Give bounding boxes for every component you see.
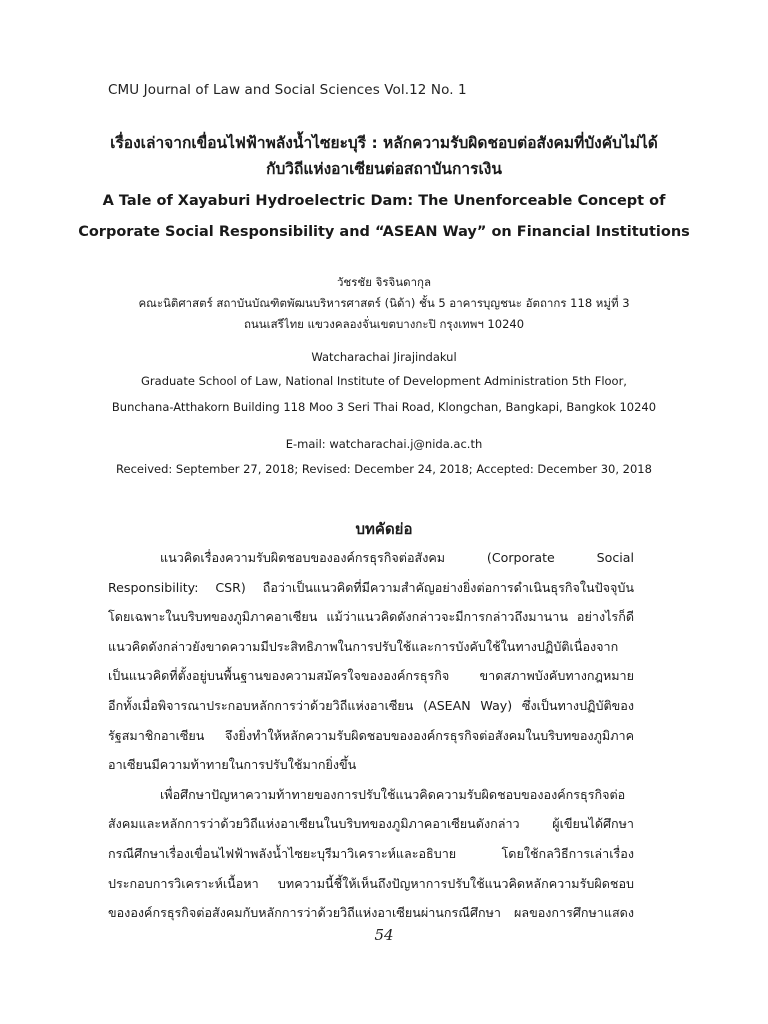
- journal-header: CMU Journal of Law and Social Sciences Vol.12 No. 1: [108, 82, 467, 98]
- thai-title-line-1: เรื่องเล่าจากเขื่อนไฟฟ้าพลังน้ำไซยะบุรี : หลักความรับผิดชอบต่อสังคมที่บังคับไม่ได้: [110, 134, 658, 152]
- abstract-line: กรณีศึกษาเรื่องเขื่อนไฟฟ้าพลังน้ำไซยะบุรีมาวิเคราะห์และอธิบาย โดยใช้กลวิธีการเล่าเรื่อง: [108, 845, 634, 861]
- abstract-line: เป็นแนวคิดที่ตั้งอยู่บนพื้นฐานของความสมัครใจขององค์กรธุรกิจ ขาดสภาพบังคับทางกฎหมาย: [108, 668, 634, 684]
- submission-dates: Received: September 27, 2018; Revised: December 24, 2018; Accepted: December 30, 2018: [116, 462, 652, 476]
- abstract-line: Responsibility: CSR) ถือว่าเป็นแนวคิดที่มีความสำคัญอย่างยิ่งต่อการดำเนินธุรกิจในปัจจุบัน: [108, 579, 634, 595]
- abstract-line: แนวคิดดังกล่าวยังขาดความมีประสิทธิภาพในการปรับใช้และการบังคับใช้ในทางปฏิบัติเนื่องจาก: [108, 638, 619, 654]
- abstract-line: แนวคิดเรื่องความรับผิดชอบขององค์กรธุรกิจต่อสังคม (Corporate Social: [160, 550, 634, 565]
- affiliation-thai-line-2: ถนนเสรีไทย แขวงคลองจั่นเขตบางกะปิ กรุงเทพฯ 10240: [243, 317, 525, 331]
- title-block: [60, 130, 708, 248]
- affiliation-english-line-1: Graduate School of Law, National Institute of Development Administration 5th Floor,: [141, 374, 627, 388]
- english-title-line-2: Corporate Social Responsibility and “ASEAN Way” on Financial Institutions: [78, 224, 690, 240]
- abstract-line: ขององค์กรธุรกิจต่อสังคมกับหลักการว่าด้วยวิถีแห่งอาเซียนผ่านกรณีศึกษา ผลของการศึกษาแสดง: [108, 905, 634, 921]
- abstract-line: เพื่อศึกษาปัญหาความท้าทายของการปรับใช้แนวคิดความรับผิดชอบขององค์กรธุรกิจต่อ: [160, 786, 626, 802]
- thai-title-line-2: กับวิถีแห่งอาเซียนต่อสถาบันการเงิน: [266, 160, 502, 178]
- abstract-line: อีกทั้งเมื่อพิจารณาประกอบหลักการว่าด้วยวิถีแห่งอาเซียน (ASEAN Way) ซึ่งเป็นทางปฏิบัติของ: [108, 697, 634, 713]
- affiliation-thai-line-1: คณะนิติศาสตร์ สถาบันบัณฑิตพัฒนบริหารศาสตร์ (นิด้า) ชั้น 5 อาคารบุญชนะ อัตถากร 118 หมู่ที่ 3: [138, 296, 630, 310]
- abstract-line: อาเซียนมีความท้าทายในการปรับใช้มากยิ่งขึ้น: [108, 757, 357, 773]
- abstract-line: ประกอบการวิเคราะห์เนื้อหา บทความนี้ชี้ให้เห็นถึงปัญหาการปรับใช้แนวคิดหลักความรับผิดชอบ: [108, 875, 634, 891]
- english-title-line-1: A Tale of Xayaburi Hydroelectric Dam: The Unenforceable Concept of: [102, 193, 666, 209]
- author-name-english: Watcharachai Jirajindakul: [311, 350, 457, 364]
- affiliation-english-line-2: Bunchana-Atthakorn Building 118 Moo 3 Seri Thai Road, Klongchan, Bangkapi, Bangkok 10240: [111, 400, 657, 414]
- author-block: [60, 272, 708, 483]
- abstract-line: โดยเฉพาะในบริบทของภูมิภาคอาเซียน แม้ว่าแนวคิดดังกล่าวจะมีการกล่าวถึงมานาน อย่างไรก็ดี: [108, 609, 634, 625]
- abstract-heading: บทคัดย่อ: [355, 520, 413, 538]
- abstract-line: สังคมและหลักการว่าด้วยวิถีแห่งอาเซียนในบริบทของภูมิภาคอาเซียนดังกล่าว ผู้เขียนได้ศึกษา: [108, 816, 634, 832]
- abstract-body: [108, 543, 634, 928]
- author-email: E-mail: watcharachai.j@nida.ac.th: [285, 437, 483, 451]
- author-name-thai: วัชรชัย จิรจินดากุล: [336, 275, 432, 289]
- abstract-line: รัฐสมาชิกอาเซียน จึงยิ่งทำให้หลักความรับผิดชอบขององค์กรธุรกิจต่อสังคมในบริบทของภูมิภาค: [108, 727, 634, 743]
- page-number: 54: [374, 926, 394, 944]
